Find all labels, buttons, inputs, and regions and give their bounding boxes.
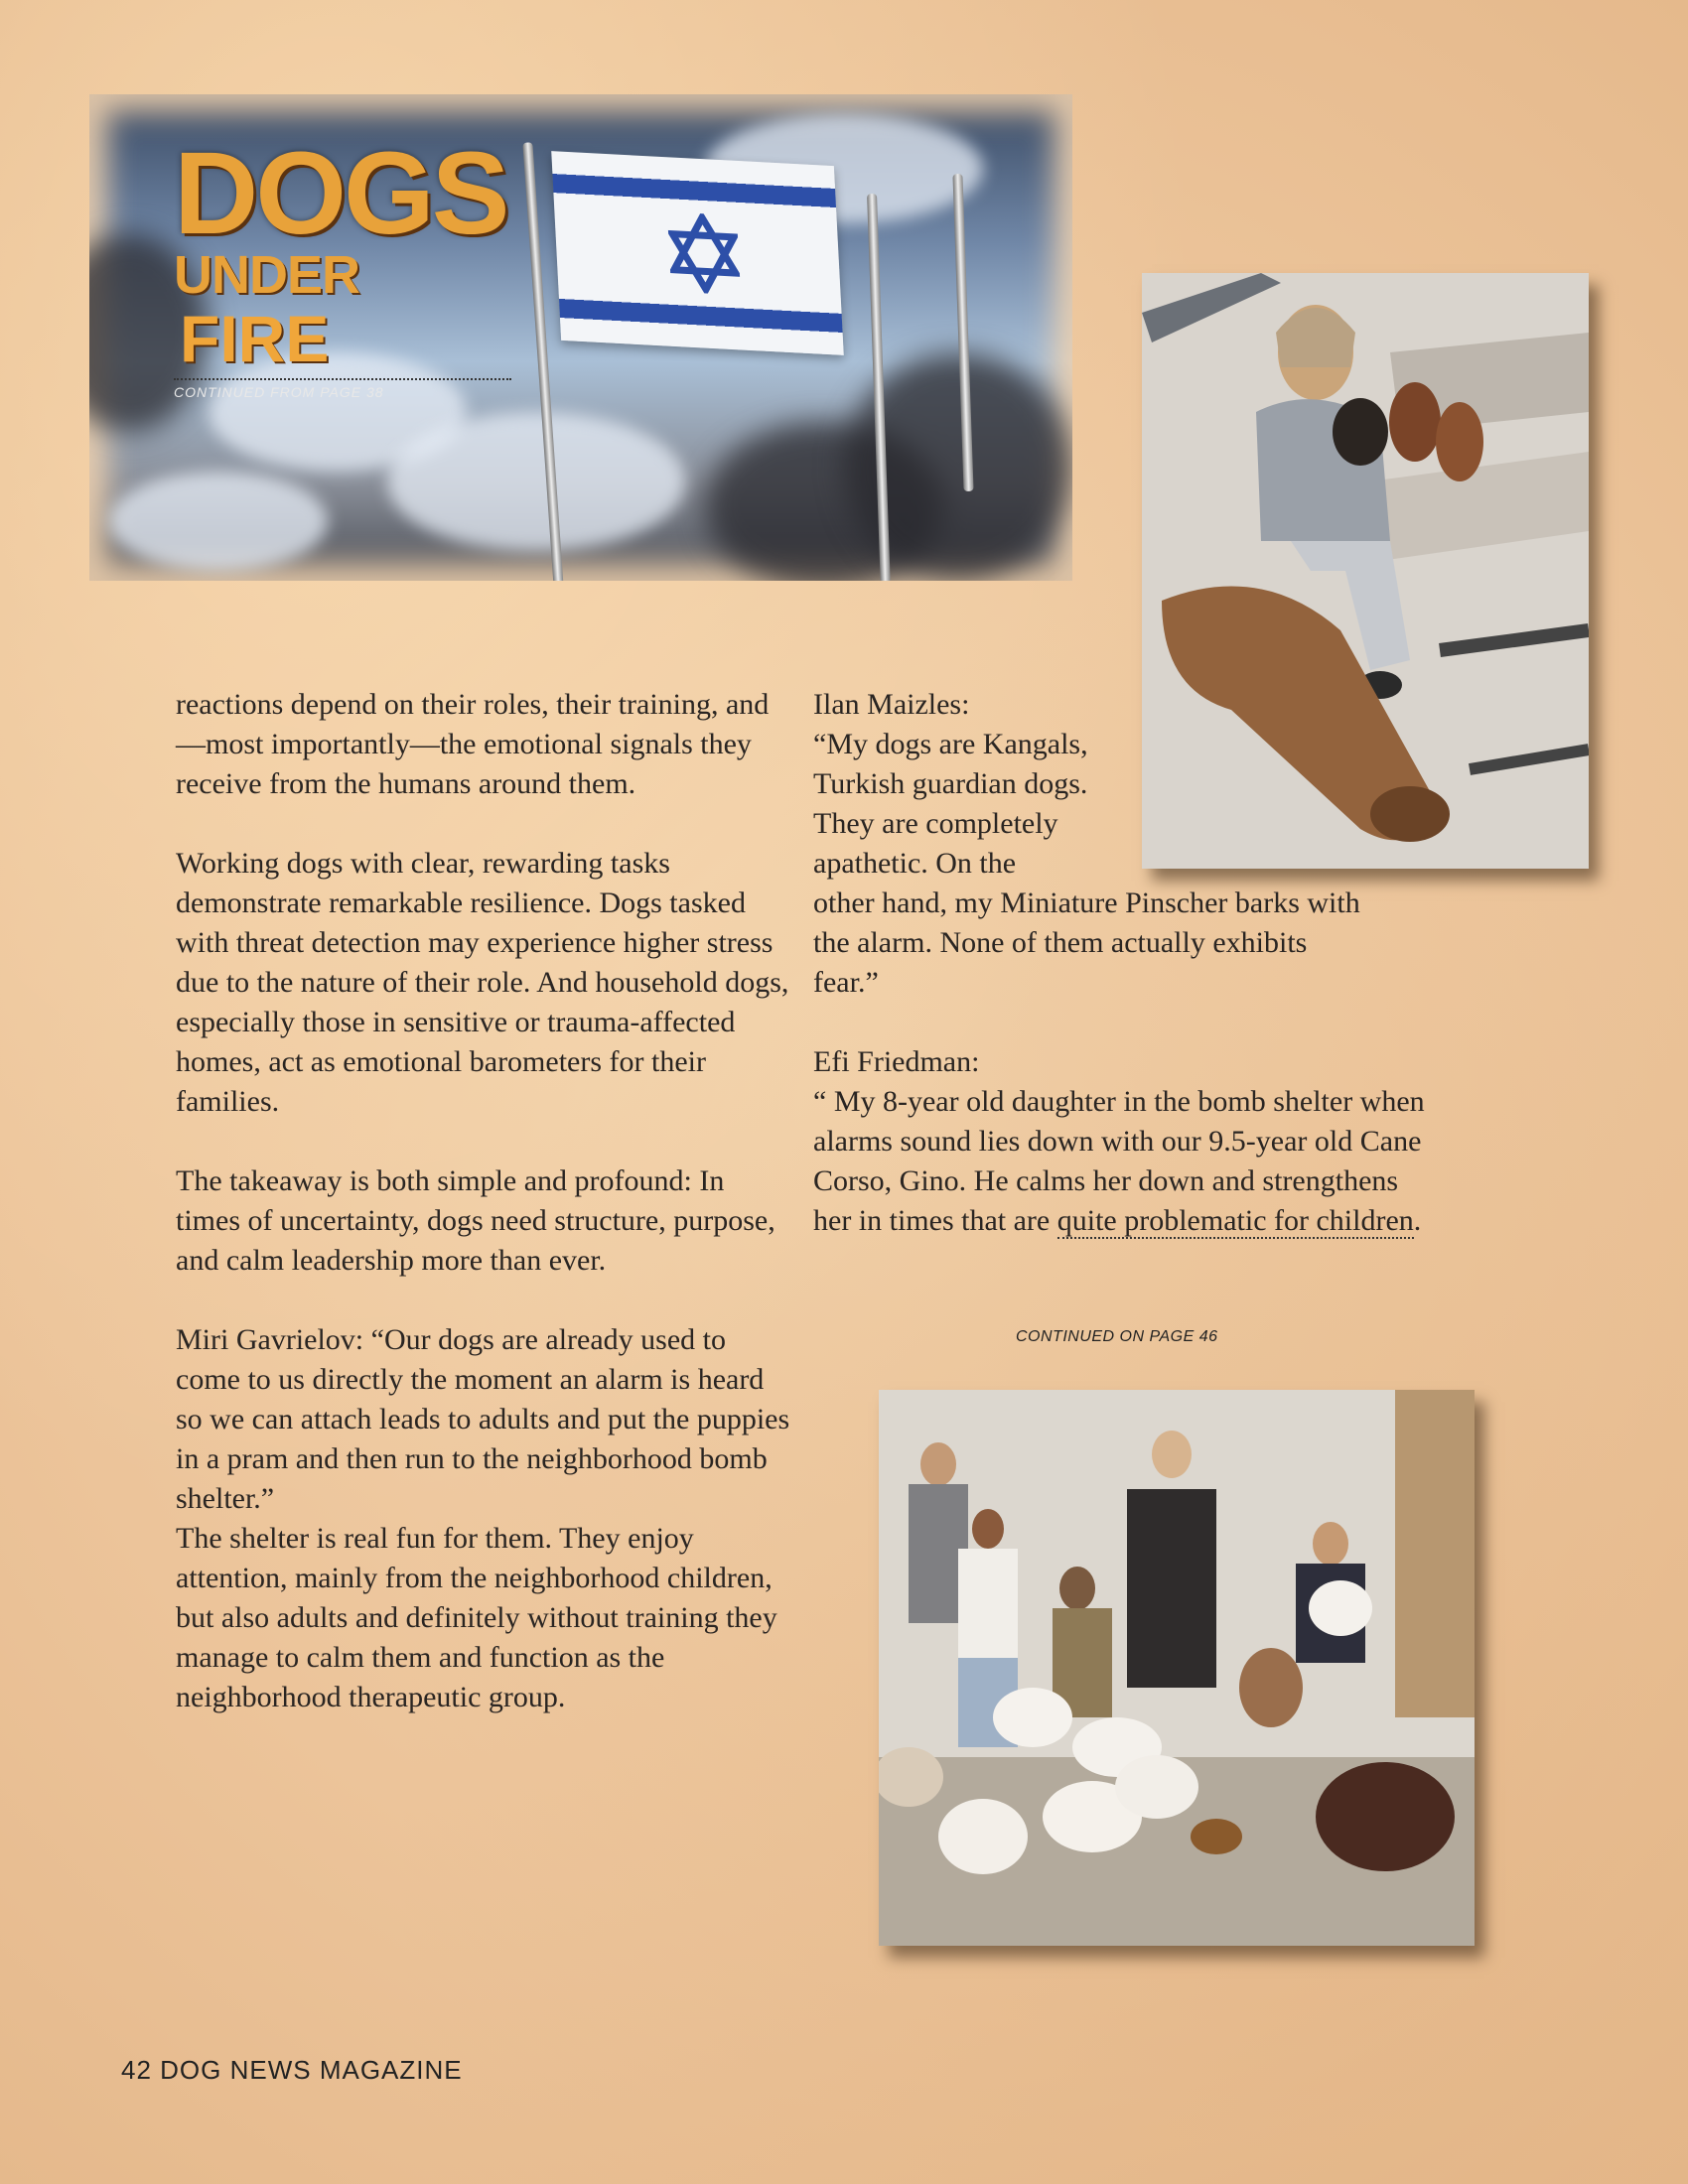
title-dogs: DOGS xyxy=(174,128,507,259)
article-title xyxy=(174,128,511,400)
header-banner xyxy=(89,94,1072,581)
photo-shelter-group xyxy=(879,1390,1475,1946)
article-right-column xyxy=(813,685,1449,1241)
paragraph-working-dogs: Working dogs with clear, rewarding tasks demonstrate remarkable resilience. Dogs tasked with threat detection may experience higher stress due to the nature of their role. And household dogs, especially those in sensitive or trauma-affected homes, act as emotional barometers for their families. xyxy=(176,847,789,1118)
photo-shelter-group-image xyxy=(879,1390,1475,1946)
israel-flag-image xyxy=(551,151,844,355)
speaker-ilan-maizles: Ilan Maizles: xyxy=(813,688,970,721)
paragraph-takeaway: The takeaway is both simple and profound: In times of uncertainty, dogs need structure, purpose, and calm leadership more than ever. xyxy=(176,1164,775,1277)
quote-efi-period: . xyxy=(1413,1204,1422,1237)
star-of-david-icon xyxy=(667,211,741,295)
paragraph-shelter-fun: The shelter is real fun for them. They enjoy attention, mainly from the neighborhood children, but also adults and definitely without training they manage to calm them and function as the neighborhood therapeutic group. xyxy=(176,1522,777,1713)
page-footer: 42 DOG NEWS MAGAZINE xyxy=(121,2055,463,2085)
speaker-efi-friedman: Efi Friedman: xyxy=(813,1045,980,1078)
continued-from-note: CONTINUED FROM PAGE 38 xyxy=(174,378,511,400)
quote-ilan-part2: other hand, my Miniature Pinscher barks with the alarm. None of them actually exhibits fear.” xyxy=(813,887,1360,999)
quote-miri-gavrielov: Miri Gavrielov: “Our dogs are already used to come to us directly the moment an alarm is heard so we can attach leads to adults and put the puppies in a pram and then run to the neighborhood bomb shelter.” xyxy=(176,1323,790,1515)
quote-efi-friedman xyxy=(813,1082,1429,1241)
title-fire: FIRE xyxy=(180,302,330,375)
quote-efi-body: “ My 8-year old daughter in the bomb shelter when alarms sound lies down with our 9.5-year old Cane Corso, Gino. He calms her down and strengthens her in times that are xyxy=(813,1085,1425,1237)
title-under: UNDER xyxy=(174,245,360,305)
paragraph-reactions: reactions depend on their roles, their training, and—most importantly—the emotional signals they receive from the humans around them. xyxy=(176,688,770,800)
continued-on-note: CONTINUED ON PAGE 46 xyxy=(1016,1328,1218,1345)
quote-efi-end: quite problematic for children xyxy=(1056,1204,1414,1237)
quote-ilan-part1: “My dogs are Kangals, Turkish guardian dogs. They are completely apathetic. On the xyxy=(813,728,1088,880)
article-left-column xyxy=(176,685,791,1717)
